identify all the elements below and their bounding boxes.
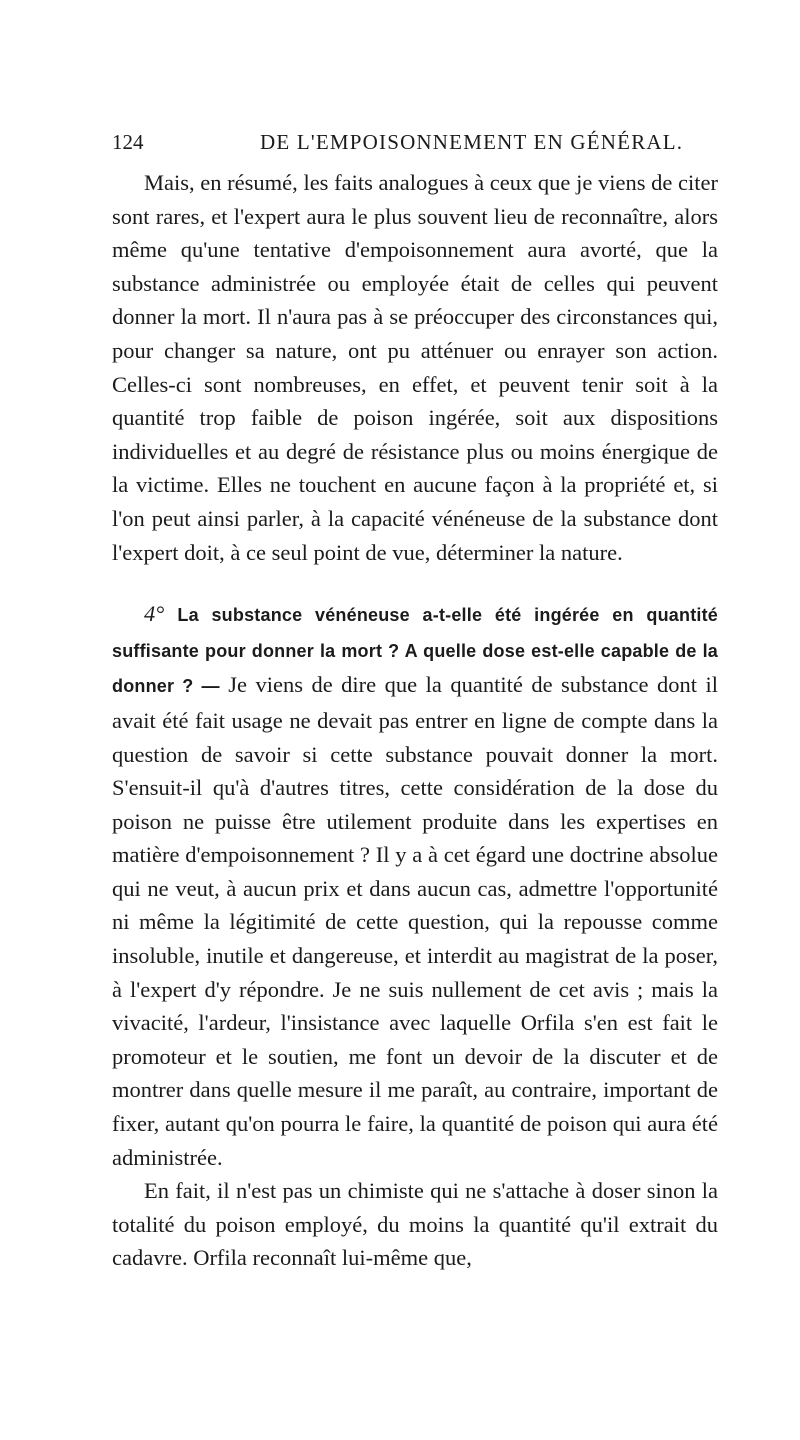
paragraph-3: En fait, il n'est pas un chimiste qui ne s'attache à doser sinon la totalité du poison employé, du moins la quantité qu'il extrait du cadavre. Orfila reconnaît lui-même que, xyxy=(112,1178,718,1271)
section-number: 4° xyxy=(144,601,165,627)
book-page xyxy=(112,0,718,1440)
body-text xyxy=(112,166,718,1275)
paragraph-2 xyxy=(112,597,718,1174)
running-title: DE L'EMPOISONNEMENT EN GÉNÉRAL. xyxy=(260,130,684,154)
running-head xyxy=(112,128,718,156)
paragraph-2-text: Je viens de dire que la quantité de substance dont il avait été fait usage ne devait pas entrer en ligne de compte dans la question de savoir si cette substance pouvait donner la mort. S'ensuit-il qu'à d'autres titres, cette considération de la dose du poison ne puisse être utilement produite dans les expertises en matière d'empoisonnement ? Il y a à cet égard une doctrine absolue qui ne veut, à aucun prix et dans aucun cas, admettre l'opportunité ni même la légitimité de cette question, qui la repousse comme insoluble, inutile et dangereuse, et interdit au magistrat de la poser, à l'expert d'y répondre. Je ne suis nullement de cet avis ; mais la vivacité, l'ardeur, l'insistance avec laquelle Orfila s'en est fait le promoteur et le soutien, me font un devoir de la discuter et de montrer dans quelle mesure il me paraît, au contraire, important de fixer, autant qu'on pourra le faire, la quantité de poison qui aura été administrée. xyxy=(112,672,719,1170)
section-heading: La substance vénéneuse a-t-elle été ingérée en quantité suffisante pour donner la mort ? A quelle dose est-elle capable de la donner ? — xyxy=(112,605,718,697)
paragraph-1: Mais, en résumé, les faits analogues à ceux que je viens de citer sont rares, et l'expert aura le plus souvent lieu de reconnaître, alors même qu'une tentative d'empoisonnement aura avorté, que la substance administrée ou employée était de celles qui peuvent donner la mort. Il n'aura pas à se préoccuper des circonstances qui, pour changer sa nature, ont pu atténuer ou enrayer son action. Celles-ci sont nombreuses, en effet, et peuvent tenir soit à la quantité trop faible de poison ingérée, soit aux dispositions individuelles et au degré de résistance plus ou moins énergique de la victime. Elles ne touchent en aucune façon à la propriété et, si l'on peut ainsi parler, à la capacité vénéneuse de la substance dont l'expert doit, à ce seul point de vue, déterminer la nature. xyxy=(112,170,718,565)
page-number: 124 xyxy=(112,130,144,154)
